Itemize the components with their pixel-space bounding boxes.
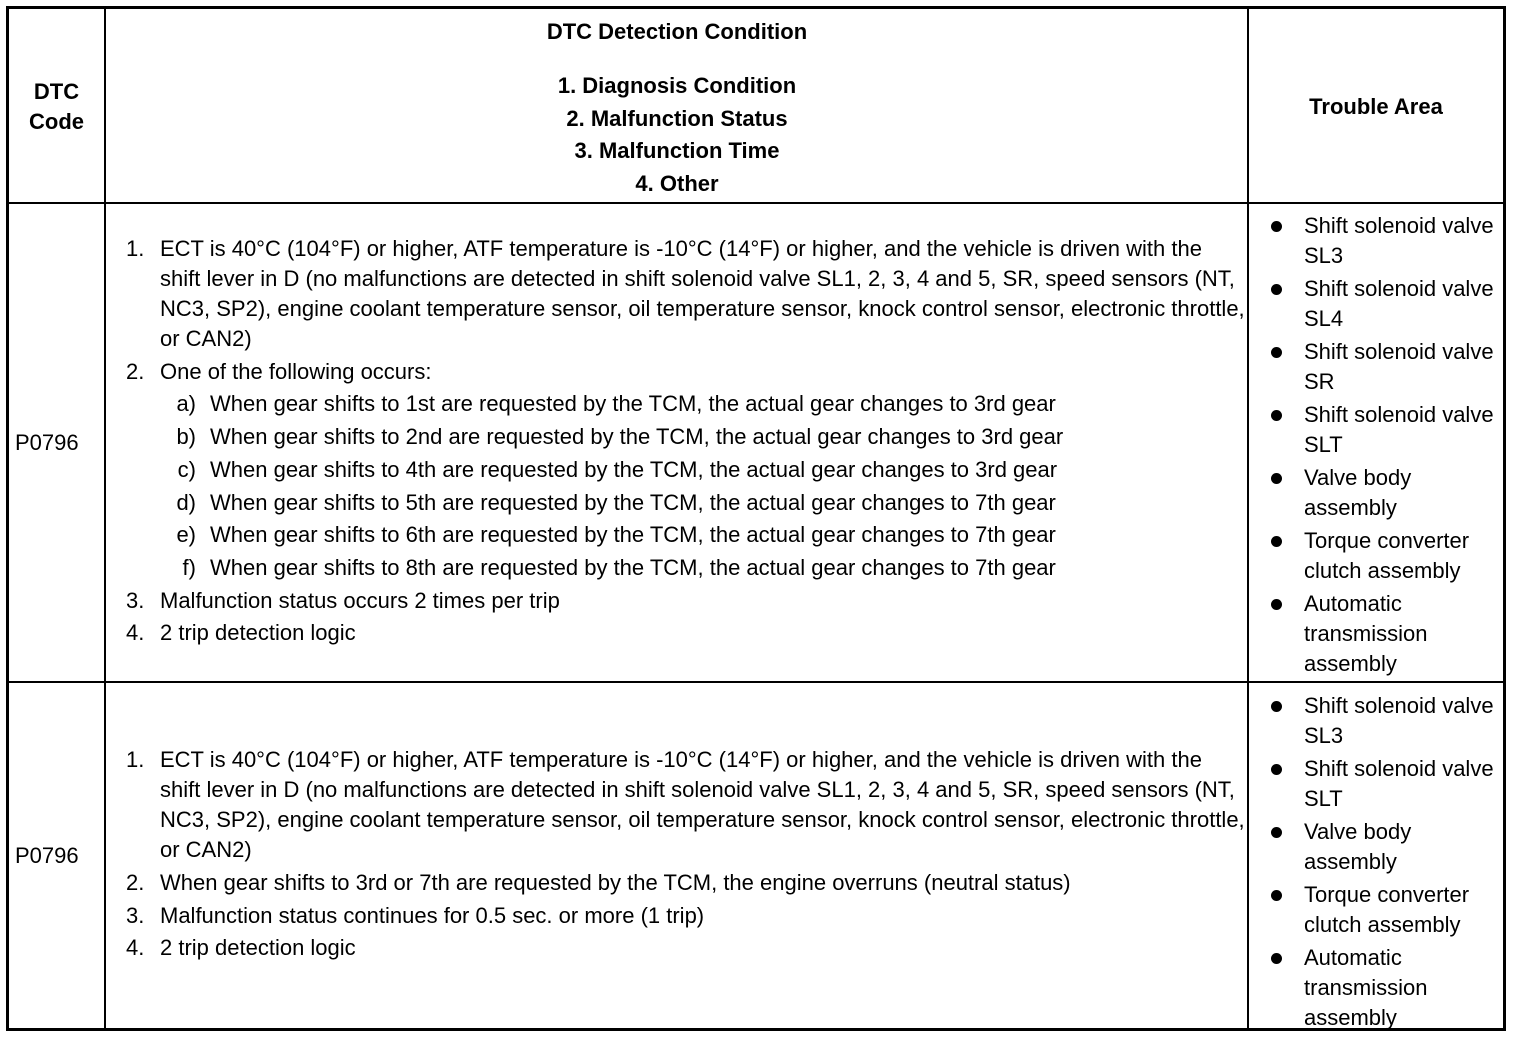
condition-item-text: Malfunction status continues for 0.5 sec. or more (1 trip) [160, 902, 705, 928]
condition-item-number: 2. [126, 869, 145, 895]
header-condition-item: 2. Malfunction Status [566, 105, 788, 131]
condition-item-number: 2. [126, 358, 145, 384]
header-detection-condition [106, 9, 1248, 204]
condition-subitem-letter: c) [177, 456, 196, 482]
bullet-icon [1271, 284, 1282, 295]
trouble-area-cell [1249, 691, 1503, 1028]
condition-subitem [106, 422, 1248, 452]
bullet-icon [1271, 347, 1282, 358]
trouble-area-text: Valve body assembly [1304, 465, 1412, 520]
header-condition-item: 3. Malfunction Time [574, 138, 780, 164]
condition-subitem-text: When gear shifts to 1st are requested by the TCM, the actual gear changes to 3rd gear [210, 391, 1056, 417]
bullet-icon [1271, 473, 1282, 484]
header-dtc-code [9, 9, 104, 204]
condition-item [106, 933, 1248, 963]
bullet-icon [1271, 890, 1282, 901]
trouble-area-list [1249, 691, 1503, 1033]
condition-item-text: When gear shifts to 3rd or 7th are requested by the TCM, the engine overruns (neutral status) [160, 869, 1071, 895]
trouble-area-text: Automatic transmission assembly [1304, 591, 1428, 676]
header-condition-list [106, 70, 1248, 201]
trouble-area-text: Shift solenoid valve SLT [1304, 402, 1494, 457]
trouble-area-text: Torque converter clutch assembly [1304, 528, 1470, 583]
condition-item [106, 357, 1248, 387]
trouble-area-text: Shift solenoid valve SL3 [1304, 213, 1494, 268]
header-condition-title: DTC Detection Condition [546, 19, 808, 44]
trouble-area-item [1249, 943, 1503, 1033]
condition-subitem-text: When gear shifts to 8th are requested by the TCM, the actual gear changes to 7th gear [210, 554, 1056, 580]
header-trouble-area-label: Trouble Area [1309, 93, 1443, 119]
condition-item-text: 2 trip detection logic [160, 935, 356, 961]
condition-item [106, 234, 1248, 354]
dtc-table [6, 6, 1506, 1031]
header-trouble-area [1249, 9, 1503, 204]
condition-item-text: One of the following occurs: [160, 358, 432, 384]
trouble-area-text: Torque converter clutch assembly [1304, 882, 1470, 937]
condition-item-text: Malfunction status occurs 2 times per trip [160, 587, 560, 613]
condition-subitem-letter: e) [176, 522, 196, 548]
condition-subitem-letter: f) [182, 554, 196, 580]
bullet-icon [1271, 701, 1282, 712]
dtc-code: P0796 [15, 842, 79, 868]
condition-item-number: 3. [126, 902, 145, 928]
condition-subitem-text: When gear shifts to 5th are requested by the TCM, the actual gear changes to 7th gear [210, 489, 1056, 515]
trouble-area-item [1249, 589, 1503, 679]
trouble-area-item [1249, 754, 1503, 814]
bullet-icon [1271, 410, 1282, 421]
condition-item-text: 2 trip detection logic [160, 620, 356, 646]
condition-subitem-letter: b) [176, 424, 196, 450]
dtc-code-cell [9, 683, 104, 1028]
bullet-icon [1271, 764, 1282, 775]
condition-subitem [106, 488, 1248, 518]
bullet-icon [1271, 827, 1282, 838]
condition-item-number: 4. [126, 620, 145, 646]
trouble-area-item [1249, 337, 1503, 397]
condition-subitem [106, 520, 1248, 550]
condition-item-text: ECT is 40°C (104°F) or higher, ATF temperature is -10°C (14°F) or higher, and the vehicle is driven with the shift lever in D (no malfunctions are detected in shift solenoid valve SL1, 2, 3, 4 and 5, SR, speed sensors (NT, NC3, SP2), engine coolant temperature sensor, oil temperature sensor, knock control sensor, electronic throttle, or CAN2) [160, 236, 1245, 352]
trouble-area-text: Shift solenoid valve SL3 [1304, 693, 1494, 748]
bullet-icon [1271, 953, 1282, 964]
header-condition-item: 4. Other [635, 171, 719, 197]
condition-subitem-text: When gear shifts to 2nd are requested by the TCM, the actual gear changes to 3rd gear [210, 424, 1064, 450]
condition-subitem-text: When gear shifts to 4th are requested by the TCM, the actual gear changes to 3rd gear [210, 456, 1058, 482]
condition-item-text: ECT is 40°C (104°F) or higher, ATF temperature is -10°C (14°F) or higher, and the vehicle is driven with the shift lever in D (no malfunctions are detected in shift solenoid valve SL1, 2, 3, 4 and 5, SR, speed sensors (NT, NC3, SP2), engine coolant temperature sensor, oil temperature sensor, knock control sensor, electronic throttle, or CAN2) [160, 747, 1245, 863]
trouble-area-item [1249, 817, 1503, 877]
condition-subitem [106, 455, 1248, 485]
dtc-code: P0796 [15, 429, 79, 455]
dtc-code-cell [9, 204, 104, 681]
condition-item [106, 901, 1248, 931]
trouble-area-list [1249, 211, 1503, 679]
condition-subitem-text: When gear shifts to 6th are requested by the TCM, the actual gear changes to 7th gear [210, 522, 1056, 548]
header-dtc-code-label: DTC Code [29, 78, 84, 134]
trouble-area-text: Shift solenoid valve SL4 [1304, 276, 1494, 331]
condition-subitem-letter: a) [176, 391, 196, 417]
condition-item [106, 745, 1248, 865]
condition-item-number: 1. [126, 236, 145, 262]
header-condition-item: 1. Diagnosis Condition [557, 73, 797, 98]
trouble-area-item [1249, 463, 1503, 523]
trouble-area-text: Automatic transmission assembly [1304, 945, 1428, 1030]
condition-list [106, 745, 1248, 966]
condition-cell [106, 204, 1248, 681]
condition-subitem [106, 553, 1248, 583]
trouble-area-text: Valve body assembly [1304, 819, 1412, 874]
trouble-area-text: Shift solenoid valve SR [1304, 339, 1494, 394]
condition-list [106, 234, 1248, 651]
trouble-area-item [1249, 526, 1503, 586]
bullet-icon [1271, 221, 1282, 232]
trouble-area-item [1249, 691, 1503, 751]
condition-item [106, 868, 1248, 898]
condition-item-number: 3. [126, 587, 145, 613]
condition-item-number: 1. [126, 747, 145, 773]
trouble-area-item [1249, 400, 1503, 460]
condition-item-number: 4. [126, 935, 145, 961]
condition-item [106, 618, 1248, 648]
condition-subitem-letter: d) [176, 489, 196, 515]
condition-item [106, 586, 1248, 616]
trouble-area-item [1249, 211, 1503, 271]
trouble-area-cell [1249, 211, 1503, 681]
condition-subitem [106, 389, 1248, 419]
trouble-area-item [1249, 880, 1503, 940]
trouble-area-item [1249, 274, 1503, 334]
condition-cell [106, 683, 1248, 1028]
trouble-area-text: Shift solenoid valve SLT [1304, 756, 1494, 811]
bullet-icon [1271, 599, 1282, 610]
bullet-icon [1271, 536, 1282, 547]
